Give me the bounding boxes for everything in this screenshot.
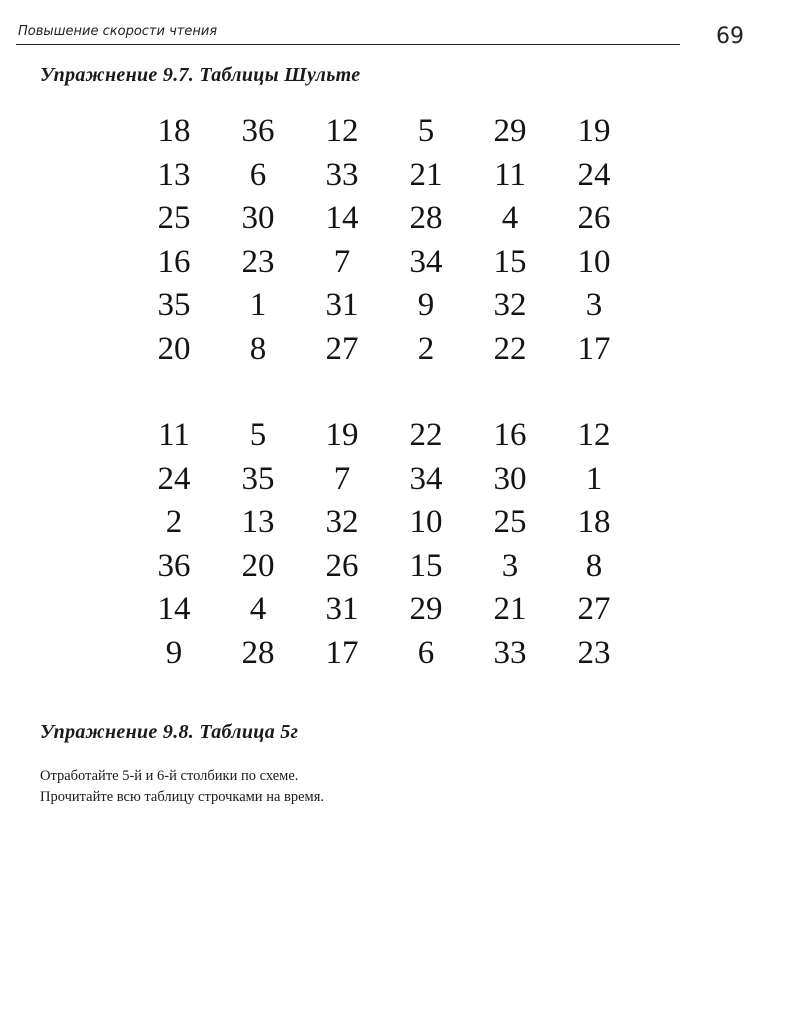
table-cell: 17	[577, 330, 611, 367]
table-cell: 32	[493, 287, 527, 323]
table-cell: 20	[241, 547, 275, 584]
table-cell: 26	[577, 200, 611, 236]
exercise-9-8-instructions	[40, 766, 324, 808]
table-cell: 32	[325, 504, 359, 540]
table-cell: 13	[157, 156, 191, 193]
table-cell: 2	[417, 330, 435, 367]
table-cell: 2	[165, 504, 183, 540]
table-cell: 5	[417, 113, 435, 149]
table-cell: 24	[157, 460, 191, 497]
table-cell: 21	[493, 591, 527, 627]
table-cell: 27	[325, 330, 359, 367]
table-cell: 33	[325, 156, 359, 193]
table-cell: 30	[241, 200, 275, 236]
schulte-table-2	[132, 414, 636, 675]
table-cell: 11	[158, 417, 190, 453]
table-cell: 6	[249, 156, 267, 193]
instruction-line: Прочитайте всю таблицу строчками на время.	[40, 789, 325, 805]
schulte-table-1	[132, 110, 636, 371]
table-cell: 35	[157, 287, 191, 323]
table-cell: 16	[493, 417, 527, 453]
table-cell: 34	[409, 460, 443, 497]
table-cell: 18	[157, 113, 191, 149]
table-cell: 29	[493, 113, 527, 149]
table-cell: 13	[241, 504, 275, 540]
table-cell: 21	[409, 156, 443, 193]
table-cell: 16	[157, 243, 191, 280]
table-cell: 11	[494, 156, 526, 193]
table-cell: 17	[325, 634, 359, 671]
table-cell: 4	[501, 200, 519, 236]
table-cell: 23	[577, 634, 611, 671]
page-number: 69	[716, 24, 744, 49]
table-cell: 4	[249, 591, 267, 627]
table-cell: 28	[241, 634, 275, 671]
table-cell: 23	[241, 243, 275, 280]
table-cell: 7	[333, 460, 351, 497]
table-cell: 35	[241, 460, 275, 497]
table-cell: 1	[585, 460, 603, 497]
table-cell: 18	[577, 504, 611, 540]
table-cell: 19	[577, 113, 611, 149]
table-cell: 20	[157, 330, 191, 367]
table-cell: 3	[501, 547, 519, 584]
table-cell: 9	[417, 287, 435, 323]
table-cell: 25	[493, 504, 527, 540]
table-cell: 36	[241, 113, 275, 149]
table-cell: 14	[157, 591, 191, 627]
table-cell: 10	[409, 504, 443, 540]
instruction-line: Отработайте 5-й и 6-й столбики по схеме.	[40, 768, 299, 784]
table-cell: 7	[333, 243, 351, 280]
table-cell: 15	[493, 243, 527, 280]
table-cell: 22	[493, 330, 527, 367]
running-head	[16, 22, 680, 45]
table-cell: 14	[325, 200, 359, 236]
table-cell: 6	[417, 634, 435, 671]
table-cell: 33	[493, 634, 527, 671]
table-cell: 12	[325, 113, 359, 149]
table-cell: 26	[325, 547, 359, 584]
table-cell: 8	[585, 547, 603, 584]
table-cell: 3	[585, 287, 603, 323]
table-cell: 36	[157, 547, 191, 584]
table-cell: 29	[409, 591, 443, 627]
table-cell: 19	[325, 417, 359, 453]
table-cell: 12	[577, 417, 611, 453]
table-cell: 9	[165, 634, 183, 671]
table-cell: 15	[409, 547, 443, 584]
running-head-title: Повышение скорости чтения	[18, 24, 218, 39]
exercise-9-7-title: Упражнение 9.7. Таблицы Шульте	[40, 64, 361, 86]
table-cell: 8	[249, 330, 267, 367]
table-cell: 31	[325, 591, 359, 627]
exercise-9-8-title: Упражнение 9.8. Таблица 5г	[40, 721, 299, 743]
table-cell: 22	[409, 417, 443, 453]
table-cell: 25	[157, 200, 191, 236]
table-cell: 24	[577, 156, 611, 193]
table-cell: 5	[249, 417, 267, 453]
table-cell: 10	[577, 243, 611, 280]
table-cell: 34	[409, 243, 443, 280]
table-cell: 28	[409, 200, 443, 236]
table-cell: 31	[325, 287, 359, 323]
table-cell: 30	[493, 460, 527, 497]
table-cell: 1	[249, 287, 267, 323]
table-cell: 27	[577, 591, 611, 627]
